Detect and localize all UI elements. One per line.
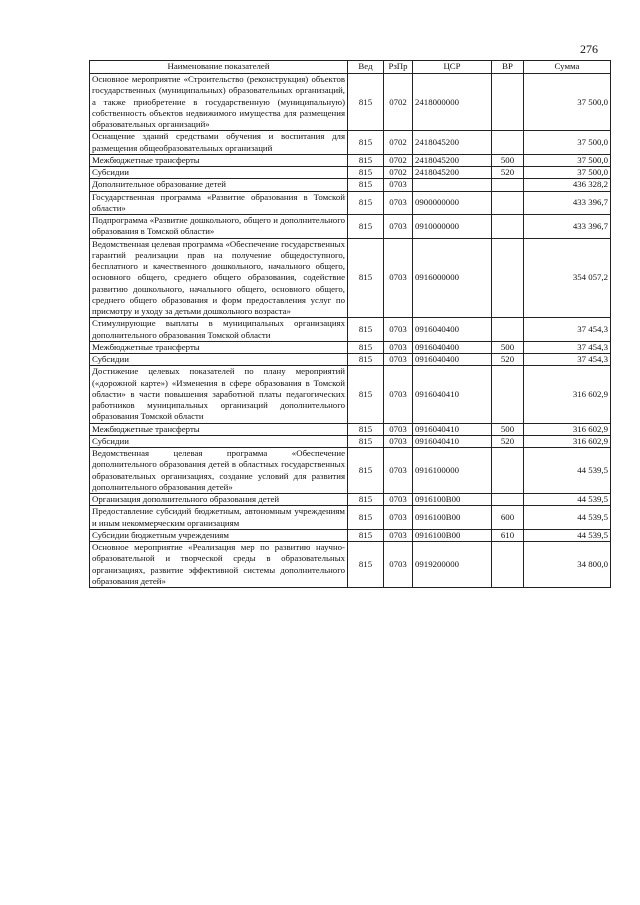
row-rzpr: 0703 bbox=[384, 191, 413, 215]
row-csr: 0919200000 bbox=[413, 542, 492, 588]
header-name: Наименование показателей bbox=[90, 61, 348, 74]
row-rzpr: 0703 bbox=[384, 435, 413, 447]
row-csr: 2418045200 bbox=[413, 167, 492, 179]
row-ved: 815 bbox=[348, 542, 384, 588]
table-row bbox=[90, 191, 611, 215]
table-row bbox=[90, 318, 611, 342]
row-sum: 44 539,5 bbox=[524, 448, 611, 494]
row-vr bbox=[492, 179, 524, 191]
table-row bbox=[90, 167, 611, 179]
row-ved: 815 bbox=[348, 191, 384, 215]
header-vr: ВР bbox=[492, 61, 524, 74]
table-row bbox=[90, 131, 611, 155]
row-rzpr: 0703 bbox=[384, 238, 413, 318]
table-row bbox=[90, 179, 611, 191]
row-csr: 0916040410 bbox=[413, 423, 492, 435]
row-sum: 37 500,0 bbox=[524, 154, 611, 166]
row-vr: 520 bbox=[492, 354, 524, 366]
row-rzpr: 0703 bbox=[384, 448, 413, 494]
row-name: Предоставление субсидий бюджетным, автономным учреждениям и иным некоммерческим организациям bbox=[90, 506, 348, 530]
row-csr: 0916100В00 bbox=[413, 506, 492, 530]
table-row bbox=[90, 354, 611, 366]
row-vr bbox=[492, 542, 524, 588]
table-row bbox=[90, 341, 611, 353]
row-name: Стимулирующие выплаты в муниципальных организациях дополнительного образования Томской области bbox=[90, 318, 348, 342]
row-ved: 815 bbox=[348, 131, 384, 155]
row-rzpr: 0703 bbox=[384, 354, 413, 366]
table-row bbox=[90, 529, 611, 541]
row-rzpr: 0702 bbox=[384, 74, 413, 131]
row-vr: 610 bbox=[492, 529, 524, 541]
row-csr: 0916100000 bbox=[413, 448, 492, 494]
row-vr: 500 bbox=[492, 423, 524, 435]
row-name: Дополнительное образование детей bbox=[90, 179, 348, 191]
row-ved: 815 bbox=[348, 366, 384, 423]
row-rzpr: 0703 bbox=[384, 494, 413, 506]
row-vr bbox=[492, 494, 524, 506]
row-rzpr: 0703 bbox=[384, 215, 413, 239]
row-ved: 815 bbox=[348, 354, 384, 366]
row-name: Межбюджетные трансферты bbox=[90, 154, 348, 166]
row-ved: 815 bbox=[348, 154, 384, 166]
row-csr: 2418045200 bbox=[413, 154, 492, 166]
row-csr: 0916040410 bbox=[413, 435, 492, 447]
row-name: Организация дополнительного образования детей bbox=[90, 494, 348, 506]
row-name: Достижение целевых показателей по плану мероприятий («дорожной карте») «Изменения в сфере образования в Томской области» в части повышения заработной платы педагогических работников муниципальных организаций дополнительного образования Томской области bbox=[90, 366, 348, 423]
row-sum: 44 539,5 bbox=[524, 529, 611, 541]
header-csr: ЦСР bbox=[413, 61, 492, 74]
row-name: Ведомственная целевая программа «Обеспечение государственных гарантий реализации прав на получение общедоступного, бесплатного и качественного дошкольного, начального общего, основного общего, среднего общего образования, содействие развитию дошкольного, начального общего, основного общего, среднего общего образования и форм предоставления услуг по присмотру и уходу за детьми дошкольного возраста» bbox=[90, 238, 348, 318]
row-csr: 0916100В00 bbox=[413, 494, 492, 506]
table-body bbox=[90, 74, 611, 588]
row-rzpr: 0702 bbox=[384, 154, 413, 166]
table-row bbox=[90, 366, 611, 423]
row-ved: 815 bbox=[348, 448, 384, 494]
table-row bbox=[90, 448, 611, 494]
row-rzpr: 0703 bbox=[384, 529, 413, 541]
row-vr bbox=[492, 191, 524, 215]
row-csr: 2418045200 bbox=[413, 131, 492, 155]
row-sum: 44 539,5 bbox=[524, 494, 611, 506]
table-row bbox=[90, 154, 611, 166]
row-ved: 815 bbox=[348, 179, 384, 191]
row-sum: 316 602,9 bbox=[524, 435, 611, 447]
row-vr bbox=[492, 215, 524, 239]
table-row bbox=[90, 435, 611, 447]
row-ved: 815 bbox=[348, 238, 384, 318]
row-name: Подпрограмма «Развитие дошкольного, общего и дополнительного образования в Томской области» bbox=[90, 215, 348, 239]
table-row bbox=[90, 542, 611, 588]
row-ved: 815 bbox=[348, 494, 384, 506]
row-ved: 815 bbox=[348, 215, 384, 239]
row-csr: 0916040400 bbox=[413, 341, 492, 353]
row-sum: 44 539,5 bbox=[524, 506, 611, 530]
row-csr: 0916040400 bbox=[413, 354, 492, 366]
row-name: Основное мероприятие «Строительство (реконструкция) объектов государственных (муниципальных) образовательных организаций, а также приобретение в государственную (муниципальную) собственность объектов недвижимого имущества для размещения образовательных организаций» bbox=[90, 74, 348, 131]
row-name: Ведомственная целевая программа «Обеспечение дополнительного образования детей в областных государственных образовательных организациях, создание условий для развития дополнительного образования детей» bbox=[90, 448, 348, 494]
row-sum: 316 602,9 bbox=[524, 423, 611, 435]
row-rzpr: 0703 bbox=[384, 366, 413, 423]
row-ved: 815 bbox=[348, 167, 384, 179]
header-rzpr: РзПр bbox=[384, 61, 413, 74]
row-ved: 815 bbox=[348, 423, 384, 435]
row-sum: 354 057,2 bbox=[524, 238, 611, 318]
row-name: Субсидии bbox=[90, 354, 348, 366]
row-ved: 815 bbox=[348, 74, 384, 131]
row-rzpr: 0702 bbox=[384, 167, 413, 179]
row-csr: 0916000000 bbox=[413, 238, 492, 318]
row-ved: 815 bbox=[348, 506, 384, 530]
row-vr bbox=[492, 318, 524, 342]
row-vr: 600 bbox=[492, 506, 524, 530]
row-vr bbox=[492, 366, 524, 423]
table-row bbox=[90, 74, 611, 131]
row-csr: 0910000000 bbox=[413, 215, 492, 239]
budget-table bbox=[89, 60, 611, 588]
row-rzpr: 0703 bbox=[384, 341, 413, 353]
row-csr bbox=[413, 179, 492, 191]
row-name: Субсидии bbox=[90, 435, 348, 447]
row-csr: 0916100В00 bbox=[413, 529, 492, 541]
row-sum: 37 454,3 bbox=[524, 318, 611, 342]
row-rzpr: 0702 bbox=[384, 131, 413, 155]
row-rzpr: 0703 bbox=[384, 318, 413, 342]
row-name: Межбюджетные трансферты bbox=[90, 341, 348, 353]
table-row bbox=[90, 494, 611, 506]
row-vr bbox=[492, 448, 524, 494]
page-number: 276 bbox=[580, 42, 598, 56]
row-name: Межбюджетные трансферты bbox=[90, 423, 348, 435]
row-csr: 0900000000 bbox=[413, 191, 492, 215]
row-sum: 37 500,0 bbox=[524, 74, 611, 131]
row-vr bbox=[492, 131, 524, 155]
row-ved: 815 bbox=[348, 529, 384, 541]
row-sum: 37 454,3 bbox=[524, 341, 611, 353]
table-header-row bbox=[90, 61, 611, 74]
row-rzpr: 0703 bbox=[384, 179, 413, 191]
row-rzpr: 0703 bbox=[384, 506, 413, 530]
row-sum: 37 500,0 bbox=[524, 167, 611, 179]
table-row bbox=[90, 506, 611, 530]
row-sum: 433 396,7 bbox=[524, 191, 611, 215]
row-csr: 2418000000 bbox=[413, 74, 492, 131]
row-sum: 34 800,0 bbox=[524, 542, 611, 588]
row-vr: 500 bbox=[492, 154, 524, 166]
row-vr: 520 bbox=[492, 167, 524, 179]
row-vr bbox=[492, 238, 524, 318]
header-sum: Сумма bbox=[524, 61, 611, 74]
row-csr: 0916040410 bbox=[413, 366, 492, 423]
row-ved: 815 bbox=[348, 318, 384, 342]
row-rzpr: 0703 bbox=[384, 423, 413, 435]
row-name: Основное мероприятие «Реализация мер по развитию научно-образовательной и творческой среды в образовательных организациях, развитие эффективной системы дополнительного образования детей» bbox=[90, 542, 348, 588]
row-sum: 436 328,2 bbox=[524, 179, 611, 191]
row-sum: 433 396,7 bbox=[524, 215, 611, 239]
table-row bbox=[90, 215, 611, 239]
row-vr: 520 bbox=[492, 435, 524, 447]
row-rzpr: 0703 bbox=[384, 542, 413, 588]
table-row bbox=[90, 238, 611, 318]
row-ved: 815 bbox=[348, 435, 384, 447]
header-ved: Вед bbox=[348, 61, 384, 74]
row-sum: 37 454,3 bbox=[524, 354, 611, 366]
row-name: Субсидии бюджетным учреждениям bbox=[90, 529, 348, 541]
row-name: Субсидии bbox=[90, 167, 348, 179]
row-sum: 316 602,9 bbox=[524, 366, 611, 423]
row-ved: 815 bbox=[348, 341, 384, 353]
row-name: Государственная программа «Развитие образования в Томской области» bbox=[90, 191, 348, 215]
table-row bbox=[90, 423, 611, 435]
row-sum: 37 500,0 bbox=[524, 131, 611, 155]
row-vr: 500 bbox=[492, 341, 524, 353]
row-csr: 0916040400 bbox=[413, 318, 492, 342]
row-name: Оснащение зданий средствами обучения и воспитания для размещения общеобразовательных организаций bbox=[90, 131, 348, 155]
row-vr bbox=[492, 74, 524, 131]
